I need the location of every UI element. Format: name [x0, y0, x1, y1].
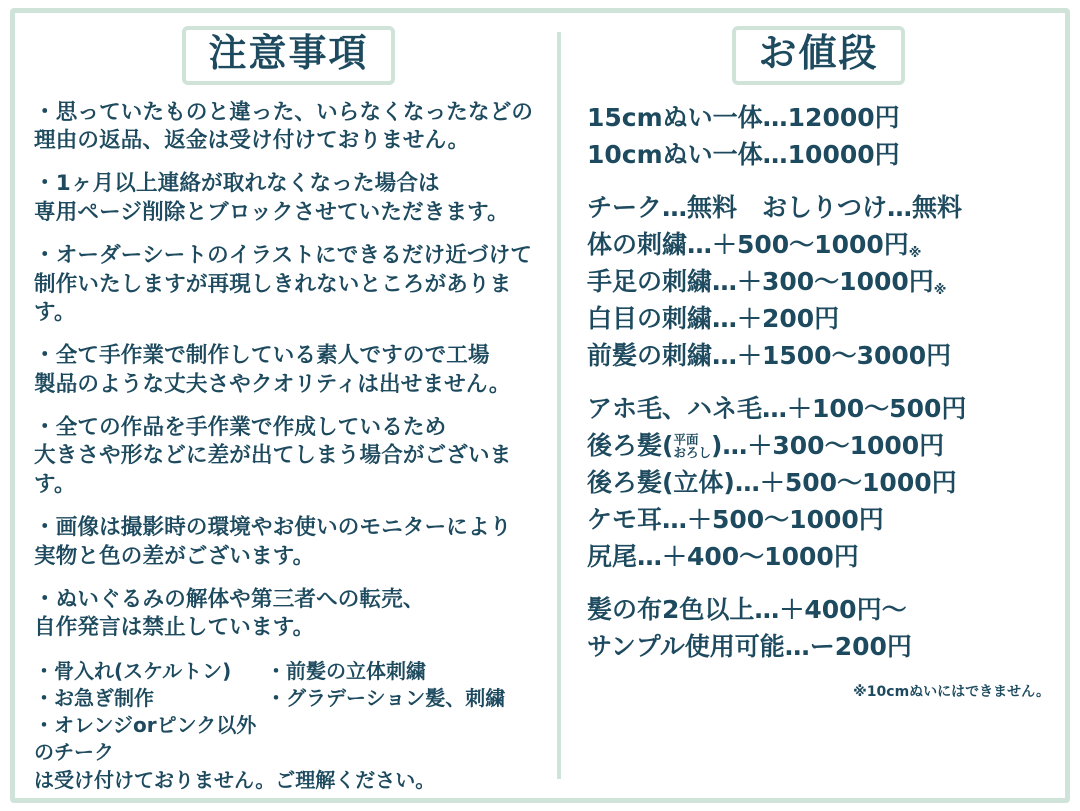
price-line [587, 300, 1050, 337]
note-line: ・1ヶ月以上連絡が取れなくなった場合は [34, 171, 440, 197]
note-line: ・ぬいぐるみの解体や第三者への転売、 [34, 586, 425, 612]
price-group-hair-parts [587, 390, 1050, 575]
price-heading-wrap [587, 26, 1050, 85]
restriction-right: ・グラデーション髪、刺繍 [266, 685, 506, 710]
price-text: 手足の刺繍…＋300〜1000円 [587, 266, 934, 296]
price-line [587, 263, 1050, 300]
price-line [587, 189, 1050, 226]
restrictions-tail: は受け付けておりません。ご理解ください。 [34, 767, 436, 792]
note-line: ・全て手作業で制作している素人ですので工場 [34, 343, 490, 369]
restriction-row [34, 685, 543, 712]
note-line: ・全ての作品を手作業で作成しているため [34, 415, 447, 441]
price-footnote-mark: ※ [933, 282, 947, 298]
stacked-label-bottom: おろし [673, 444, 711, 460]
price-line [587, 226, 1050, 263]
note-item [34, 342, 543, 399]
price-line [587, 337, 1050, 374]
restriction-left: ・お急ぎ制作 [34, 685, 154, 710]
price-column [561, 10, 1068, 801]
note-line: ・オーダーシートのイラストにできるだけ近づけて [34, 243, 533, 269]
note-line: ・画像は撮影時の環境やお使いのモニターにより [34, 515, 512, 541]
note-line: 理由の返品、返金は受け付けておりません。 [34, 128, 470, 154]
price-group-options [587, 591, 1050, 665]
note-item [34, 414, 543, 499]
note-line: 製品のような丈夫さやクオリティは出せません。 [34, 371, 511, 397]
price-line [587, 501, 1050, 538]
price-heading: お値段 [732, 26, 904, 85]
restriction-right: ・前髪の立体刺繍 [266, 658, 426, 683]
restriction-row [34, 712, 543, 766]
price-line [587, 628, 1050, 665]
price-line [587, 591, 1050, 628]
note-item [34, 514, 543, 571]
stacked-label [673, 433, 711, 459]
price-text: 尻尾…＋400〜1000円 [587, 541, 859, 571]
price-group-base [587, 99, 1050, 173]
price-text: サンプル使用可能…ー200円 [587, 631, 912, 661]
price-group-embroidery [587, 189, 1050, 374]
price-text: 後ろ髪(立体)…＋500〜1000円 [587, 467, 957, 497]
note-item [34, 586, 543, 643]
price-text: 前髪の刺繍…＋1500〜3000円 [587, 340, 952, 370]
notes-heading: 注意事項 [182, 26, 394, 85]
note-item [34, 242, 543, 327]
price-line [587, 390, 1050, 427]
price-line [587, 464, 1050, 501]
note-item [34, 99, 543, 156]
price-text: ケモ耳…＋500〜1000円 [587, 504, 884, 534]
price-text: 髪の布2色以上…＋400円〜 [587, 594, 907, 624]
price-text: アホ毛、ハネ毛…＋100〜500円 [587, 393, 967, 423]
stacked-label-top: 平面 [673, 431, 699, 447]
price-text-prefix: 後ろ髪( [587, 430, 674, 460]
restriction-left: ・骨入れ(スケルトン) [34, 658, 232, 683]
note-line: 大きさや形などに差が出てしまう場合がございます。 [34, 443, 512, 497]
notes-column [12, 10, 557, 801]
restrictions-block [34, 658, 543, 794]
note-line: 実物と色の差がございます。 [34, 543, 315, 569]
price-text: 10cmぬい一体…10000円 [587, 139, 900, 169]
price-line [587, 136, 1050, 173]
price-line [587, 538, 1050, 575]
note-line: 自作発言は禁止しています。 [34, 615, 315, 641]
price-text: 体の刺繍…＋500〜1000円 [587, 229, 909, 259]
note-line: 専用ページ削除とブロックさせていただきます。 [34, 199, 509, 225]
restriction-row [34, 658, 543, 685]
price-line [587, 99, 1050, 136]
notes-heading-wrap [34, 26, 543, 85]
price-text: 15cmぬい一体…12000円 [587, 102, 900, 132]
restriction-right [266, 712, 543, 766]
note-line: ・思っていたものと違った、いらなくなったなどの [34, 99, 534, 125]
price-footnote: ※10cmぬいにはできません。 [853, 683, 1050, 700]
price-text: チーク…無料 おしりつけ…無料 [587, 192, 963, 222]
price-text: 白目の刺繍…＋200円 [587, 303, 840, 333]
price-text-suffix: )…＋300〜1000円 [710, 430, 945, 460]
note-line: 制作いたしますが再現しきれないところがあります。 [34, 271, 512, 325]
restriction-left: ・オレンジorピンク以外のチーク [34, 712, 257, 764]
note-item [34, 170, 543, 227]
price-footnote-mark: ※ [908, 245, 922, 261]
price-line-backhair-flat [587, 427, 1050, 464]
